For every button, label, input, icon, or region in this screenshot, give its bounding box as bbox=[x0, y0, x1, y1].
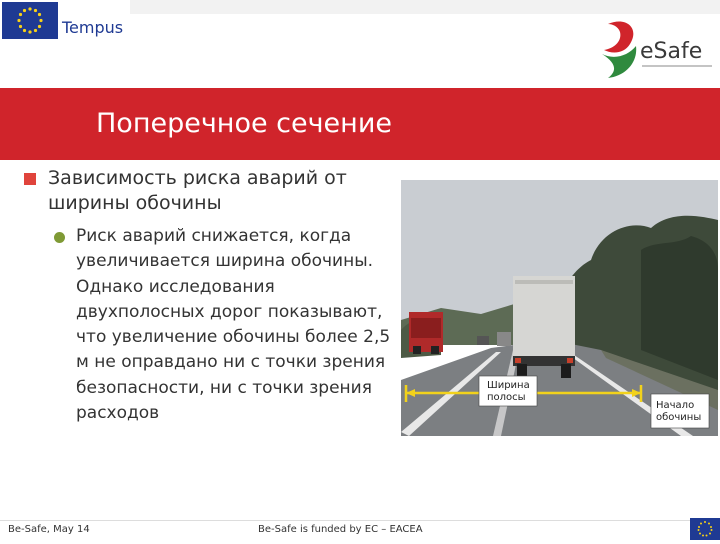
eu-flag-small-logo bbox=[690, 518, 720, 540]
esafe-logo-text: eSafe bbox=[640, 39, 703, 64]
top-divider bbox=[130, 0, 720, 14]
slide-title: Поперечное сечение bbox=[96, 108, 392, 139]
footer-date: Be-Safe, May 14 bbox=[8, 524, 90, 535]
shoulder-start-label: Начало обочины bbox=[656, 400, 702, 423]
footer-funding: Be-Safe is funded by EC – EACEA bbox=[258, 524, 423, 535]
bullet-level2-text: Риск аварий снижается, когда увеличивается ширина обочины. Однако исследования двухполосных дорог показывают, что увеличение обочины более 2,5 м не оправдано ни с точки зрения безопасности, ни с точки зрения расходов bbox=[76, 226, 391, 424]
road-photo bbox=[401, 180, 718, 436]
bullet-dot-icon bbox=[54, 232, 65, 243]
bullet-square-icon bbox=[24, 173, 36, 185]
bullet-level1-text: Зависимость риска аварий от ширины обочины bbox=[48, 167, 347, 214]
tempus-logo-text: Tempus bbox=[62, 18, 124, 37]
esafe-logo bbox=[594, 14, 716, 88]
eu-flag-logo bbox=[2, 2, 58, 39]
footer-divider bbox=[0, 520, 720, 521]
lane-width-label: Ширина полосы bbox=[487, 380, 530, 403]
